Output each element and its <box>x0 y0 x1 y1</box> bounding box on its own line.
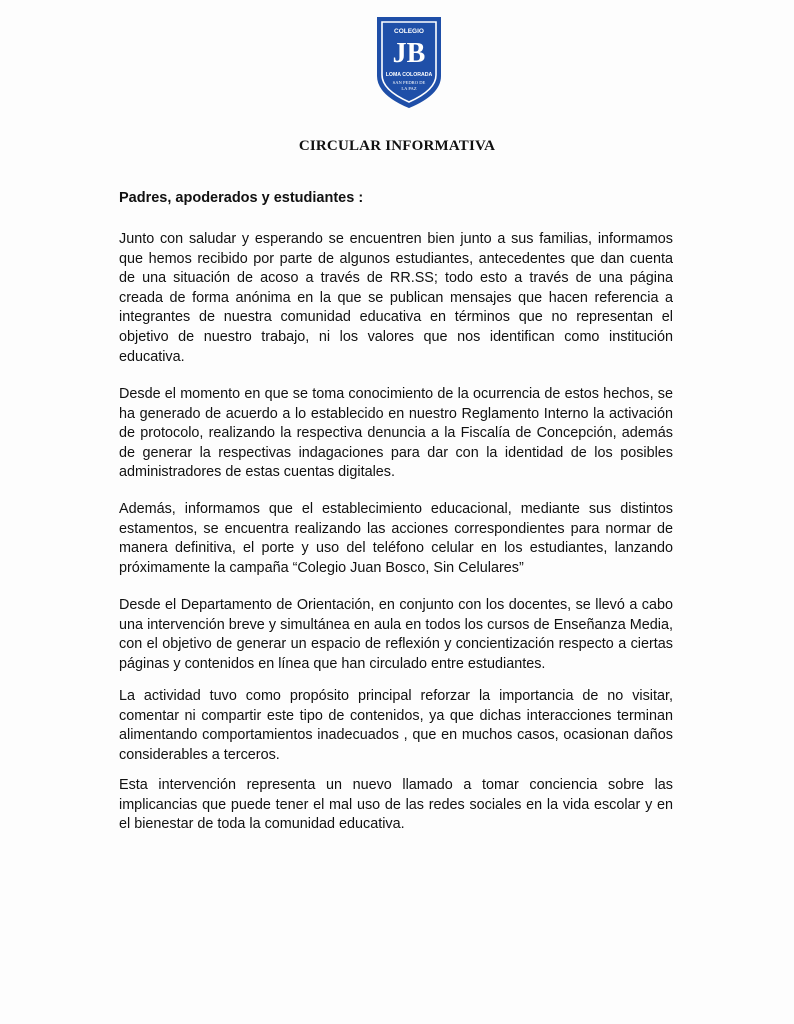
salutation: Padres, apoderados y estudiantes : <box>119 190 364 206</box>
crest-name: LOMA COLORADA <box>385 72 433 78</box>
crest-place-line2: LA PAZ <box>401 86 417 91</box>
crest-top-text: COLEGIO <box>394 28 424 35</box>
crest-place-line1: SAN PEDRO DE <box>392 80 426 85</box>
crest-monogram: JB <box>392 38 426 69</box>
paragraph-6: Esta intervención representa un nuevo llamado a tomar conciencia sobre las implicancias que puede tener el mal uso de las redes sociales en la vida escolar y en el bienestar de toda la comunidad educativa. <box>119 777 673 833</box>
paragraph-1: Junto con saludar y esperando se encuentren bien junto a sus familias, informamos que hemos recibido por parte de algunos estudiantes, antecedentes que dan cuenta de una situación de acoso a través de RR.SS; todo esto a través de una página creada de forma anónima en la que se publican mensajes que hacen referencia a integrantes de nuestra comunidad educativa en términos que no representan el objetivo de nuestro trabajo, ni los valores que nos identifican como institución educativa. <box>119 231 673 365</box>
document-title: CIRCULAR INFORMATIVA <box>298 138 496 154</box>
paragraph-5: La actividad tuvo como propósito principal reforzar la importancia de no visitar, comentar ni compartir este tipo de contenidos, ya que dichas interacciones terminan alimentando comportamientos inadecuados , que en muchos casos, ocasionan daños considerables a terceros. <box>119 688 673 763</box>
paragraph-2: Desde el momento en que se toma conocimiento de la ocurrencia de estos hechos, se ha generado de acuerdo a lo establecido en nuestro Reglamento Interno la activación de protocolo, realizando la respectiva denuncia a la Fiscalía de Concepción, además de generar la respectivas indagaciones para dar con la identidad de los posibles administradores de estas cuentas digitales. <box>119 386 673 481</box>
paragraph-3: Además, informamos que el establecimiento educacional, mediante sus distintos estamentos, se encuentra realizando las acciones correspondientes para normar de manera definitiva, el porte y uso del teléfono celular en los estudiantes, lanzando próximamente la campaña “Colegio Juan Bosco, Sin Celulares” <box>119 501 673 576</box>
paragraph-4: Desde el Departamento de Orientación, en conjunto con los docentes, se llevó a cabo una intervención breve y simultánea en aula en todos los cursos de Enseñanza Media, con el objetivo de generar un espacio de reflexión y concientización respecto a ciertas páginas y contenidos en línea que han circulado entre estudiantes. <box>119 597 673 672</box>
school-crest-logo <box>374 14 444 110</box>
